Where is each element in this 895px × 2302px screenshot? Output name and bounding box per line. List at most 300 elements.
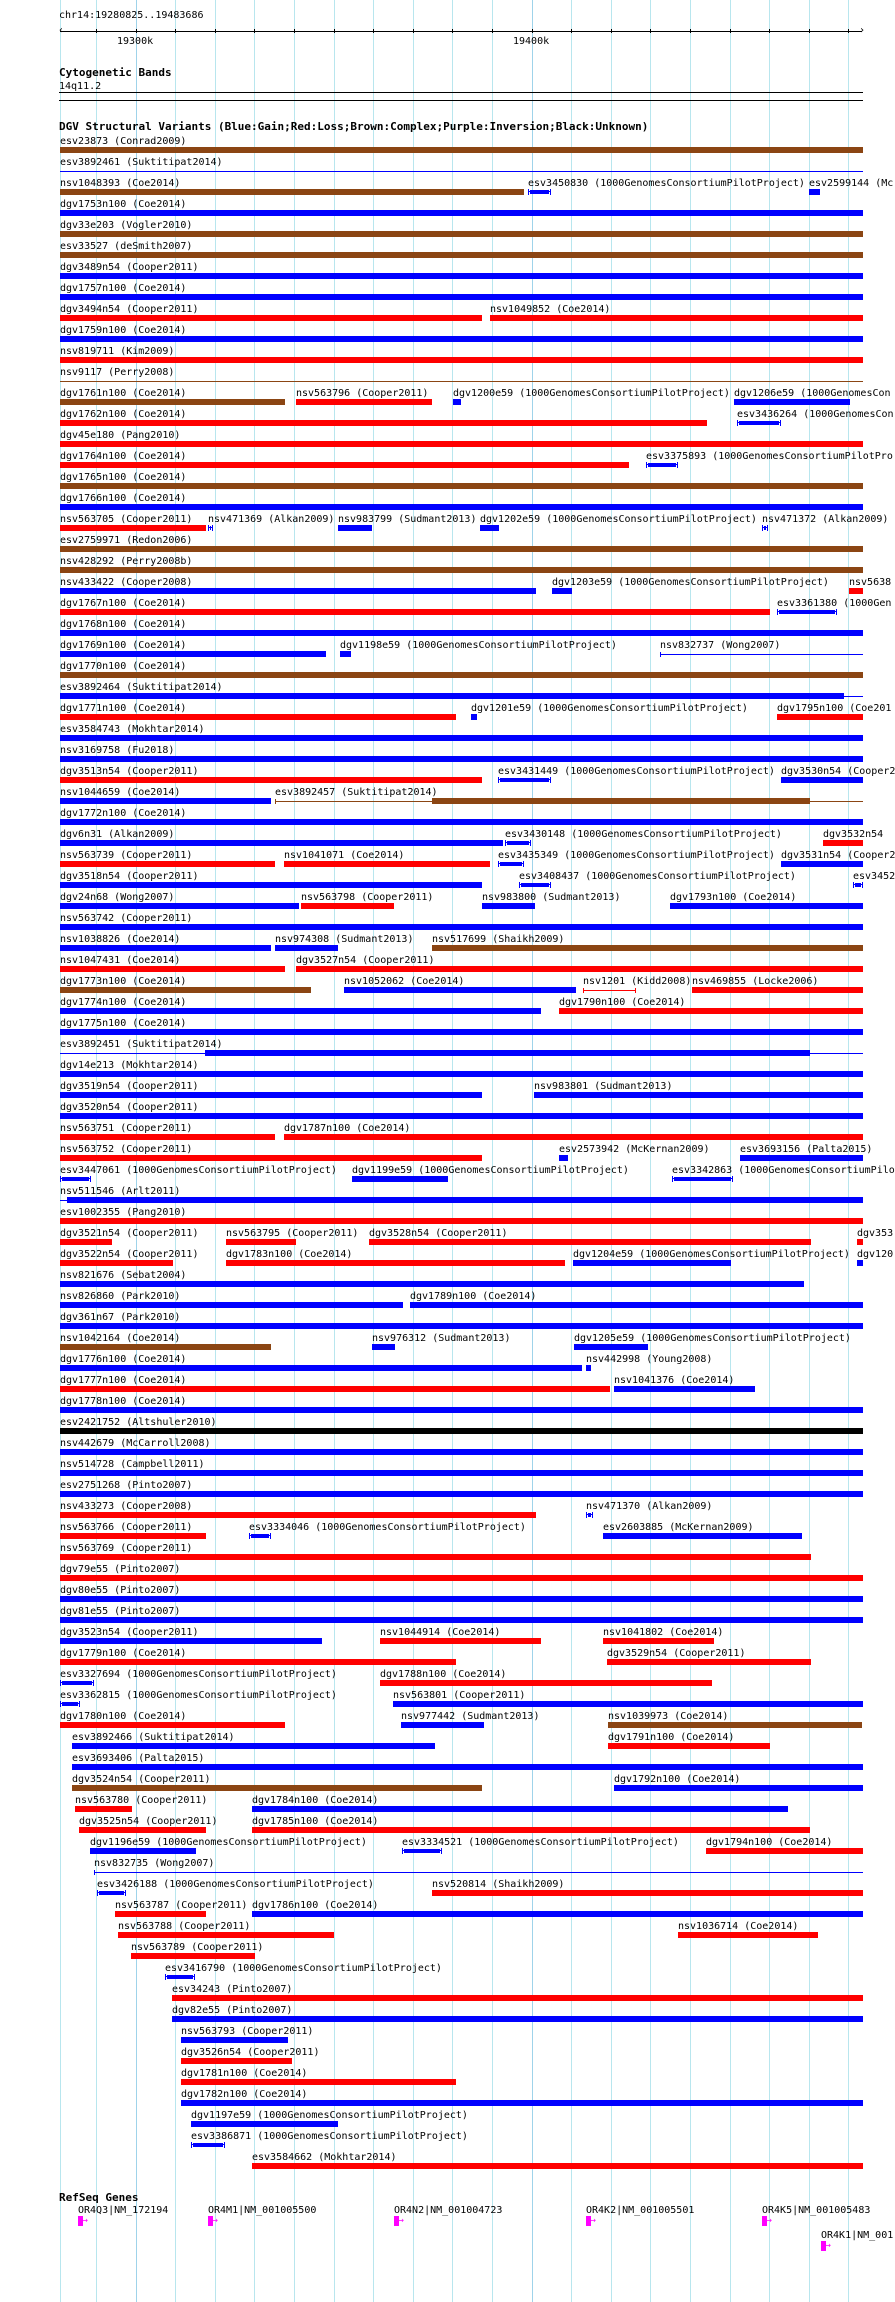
sv-feature[interactable]	[60, 336, 864, 342]
sv-label[interactable]: dgv1773n100 (Coe2014)	[60, 976, 187, 987]
sv-label[interactable]: nsv563769 (Cooper2011)	[60, 1543, 193, 1554]
sv-bar[interactable]	[60, 1575, 864, 1581]
sv-label[interactable]: dgv80e55 (Pinto2007)	[60, 1585, 181, 1596]
sv-feature[interactable]	[252, 1806, 788, 1812]
sv-feature[interactable]	[249, 1533, 271, 1539]
sv-bar[interactable]	[369, 1239, 811, 1245]
sv-feature[interactable]	[60, 525, 206, 531]
sv-feature[interactable]	[181, 2037, 288, 2043]
sv-feature[interactable]	[552, 588, 572, 594]
sv-label[interactable]: esv3693156 (Palta2015)	[740, 1144, 873, 1155]
sv-feature[interactable]	[528, 189, 551, 195]
sv-label[interactable]: nsv1049852 (Coe2014)	[490, 304, 611, 315]
sv-label[interactable]: dgv14e213 (Mokhtar2014)	[60, 1060, 199, 1071]
sv-label[interactable]: nsv514728 (Campbell2011)	[60, 1459, 205, 1470]
sv-feature[interactable]	[275, 945, 338, 951]
sv-feature[interactable]	[60, 210, 864, 216]
sv-label[interactable]: dgv1198e59 (1000GenomesConsortiumPilotProject)	[340, 640, 617, 651]
sv-feature[interactable]	[60, 168, 864, 174]
sv-label[interactable]: esv3892457 (Suktitipat2014)	[275, 787, 438, 798]
sv-bar[interactable]	[60, 399, 286, 405]
sv-bar[interactable]	[60, 1533, 206, 1539]
sv-feature[interactable]	[60, 546, 864, 552]
sv-bar[interactable]	[226, 1260, 565, 1266]
sv-feature[interactable]	[401, 1722, 484, 1728]
sv-feature[interactable]	[608, 1722, 861, 1728]
sv-bar[interactable]	[60, 462, 630, 468]
sv-feature[interactable]	[614, 1785, 864, 1791]
sv-feature[interactable]	[849, 588, 863, 594]
sv-feature[interactable]	[60, 1680, 94, 1686]
gene-label[interactable]: OR4K2|NM_001005501	[586, 2205, 695, 2216]
sv-bar[interactable]	[75, 1806, 132, 1812]
sv-bar[interactable]	[678, 1932, 818, 1938]
sv-feature[interactable]	[284, 1134, 863, 1140]
sv-label[interactable]: dgv1201e59 (1000GenomesConsortiumPilotProject)	[471, 703, 748, 714]
sv-label[interactable]: esv1002355 (Pang2010)	[60, 1207, 187, 1218]
sv-feature[interactable]	[60, 714, 456, 720]
sv-label[interactable]: dgv1202e59 (1000GenomesConsortiumPilotProject)	[480, 514, 757, 525]
sv-label[interactable]: nsv563793 (Cooper2011)	[181, 2026, 314, 2037]
sv-feature[interactable]	[498, 861, 523, 867]
sv-bar[interactable]	[60, 441, 864, 447]
sv-feature[interactable]	[79, 1827, 206, 1833]
sv-label[interactable]: nsv471372 (Alkan2009)	[762, 514, 889, 525]
sv-bar[interactable]	[60, 819, 864, 825]
sv-feature[interactable]	[823, 840, 863, 846]
sv-feature[interactable]	[60, 273, 864, 279]
sv-bar[interactable]	[480, 525, 499, 531]
sv-bar[interactable]	[482, 903, 534, 909]
sv-bar[interactable]	[60, 1512, 536, 1518]
sv-label[interactable]: esv2421752 (Altshuler2010)	[60, 1417, 217, 1428]
sv-feature[interactable]	[226, 1239, 296, 1245]
sv-bar[interactable]	[559, 1008, 864, 1014]
sv-feature[interactable]	[296, 966, 864, 972]
sv-label[interactable]: dgv3513n54 (Cooper2011)	[60, 766, 199, 777]
sv-bar[interactable]	[60, 273, 864, 279]
sv-label[interactable]: nsv442679 (McCarroll2008)	[60, 1438, 211, 1449]
sv-bar[interactable]	[500, 862, 521, 866]
sv-bar[interactable]	[410, 1302, 863, 1308]
sv-bar[interactable]	[118, 1932, 333, 1938]
sv-label[interactable]: nsv3169758 (Fu2018)	[60, 745, 175, 756]
sv-label[interactable]: dgv24n68 (Wong2007)	[60, 892, 175, 903]
sv-feature[interactable]	[60, 294, 864, 300]
sv-label[interactable]: nsv517699 (Shaikh2009)	[432, 934, 565, 945]
sv-label[interactable]: esv3436264 (1000GenomesCon	[737, 409, 894, 420]
sv-bar[interactable]	[60, 987, 312, 993]
sv-feature[interactable]	[191, 2121, 338, 2127]
sv-bar[interactable]	[648, 463, 675, 467]
sv-feature[interactable]	[60, 1659, 456, 1665]
sv-bar[interactable]	[674, 1177, 731, 1181]
sv-bar[interactable]	[252, 1911, 863, 1917]
sv-feature[interactable]	[60, 1491, 864, 1497]
sv-feature[interactable]	[692, 987, 863, 993]
sv-feature[interactable]	[60, 1449, 864, 1455]
sv-bar[interactable]	[60, 546, 864, 552]
sv-bar[interactable]	[603, 1638, 714, 1644]
sv-feature[interactable]	[60, 1092, 483, 1098]
sv-bar[interactable]	[60, 588, 536, 594]
sv-label[interactable]: esv3584662 (Mokhtar2014)	[252, 2152, 397, 2163]
sv-feature[interactable]	[72, 1743, 434, 1749]
sv-feature[interactable]	[60, 420, 707, 426]
sv-bar[interactable]	[252, 1827, 809, 1833]
sv-bar[interactable]	[706, 1848, 863, 1854]
sv-bar[interactable]	[401, 1722, 484, 1728]
sv-label[interactable]: nsv1038826 (Coe2014)	[60, 934, 181, 945]
sv-feature[interactable]	[252, 2163, 863, 2169]
sv-bar[interactable]	[530, 190, 549, 194]
sv-label[interactable]: esv3892464 (Suktitipat2014)	[60, 682, 223, 693]
sv-feature[interactable]	[60, 189, 524, 195]
sv-bar[interactable]	[60, 189, 524, 195]
sv-feature[interactable]	[60, 693, 864, 699]
sv-label[interactable]: esv3375893 (1000GenomesConsortiumPilotPro	[646, 451, 893, 462]
sv-bar[interactable]	[823, 840, 863, 846]
sv-label[interactable]: dgv79e55 (Pinto2007)	[60, 1564, 181, 1575]
sv-label[interactable]: dgv1197e59 (1000GenomesConsortiumPilotProject)	[191, 2110, 468, 2121]
sv-bar[interactable]	[60, 651, 327, 657]
sv-bar[interactable]	[779, 610, 835, 614]
sv-label[interactable]: dgv1793n100 (Coe2014)	[670, 892, 797, 903]
sv-feature[interactable]	[678, 1932, 818, 1938]
sv-bar[interactable]	[507, 841, 529, 845]
sv-bar[interactable]	[60, 1617, 864, 1623]
sv-feature[interactable]	[534, 1092, 864, 1098]
sv-bar[interactable]	[380, 1680, 712, 1686]
sv-feature[interactable]	[60, 1218, 864, 1224]
sv-feature[interactable]	[131, 1953, 255, 1959]
sv-label[interactable]: dgv1206e59 (1000GenomesCon	[734, 388, 891, 399]
sv-feature[interactable]	[60, 1008, 542, 1014]
sv-label[interactable]: dgv1789n100 (Coe2014)	[410, 1291, 537, 1302]
sv-feature[interactable]	[60, 378, 864, 384]
sv-bar[interactable]	[490, 315, 863, 321]
sv-feature[interactable]	[165, 1974, 195, 1980]
sv-label[interactable]: nsv563787 (Cooper2011)	[115, 1900, 248, 1911]
sv-bar[interactable]	[205, 1050, 810, 1056]
sv-label[interactable]: nsv977442 (Sudmant2013)	[401, 1711, 540, 1722]
sv-label[interactable]: nsv563789 (Cooper2011)	[131, 1942, 264, 1953]
sv-bar[interactable]	[603, 1533, 802, 1539]
sv-bar[interactable]	[809, 189, 820, 195]
sv-feature[interactable]	[432, 1890, 863, 1896]
sv-feature[interactable]	[519, 882, 551, 888]
sv-feature[interactable]	[60, 462, 630, 468]
sv-bar[interactable]	[471, 714, 478, 720]
sv-label[interactable]: esv3426188 (1000GenomesConsortiumPilotProject)	[97, 1879, 374, 1890]
sv-feature[interactable]	[97, 1890, 126, 1896]
sv-feature[interactable]	[583, 987, 635, 993]
sv-bar[interactable]	[60, 1302, 404, 1308]
sv-feature[interactable]	[60, 1722, 285, 1728]
sv-feature[interactable]	[118, 1932, 333, 1938]
sv-label[interactable]: dgv1791n100 (Coe2014)	[608, 1732, 735, 1743]
sv-bar[interactable]	[60, 630, 864, 636]
sv-label[interactable]: esv3435349 (1000GenomesConsortiumPilotProject)	[498, 850, 775, 861]
sv-label[interactable]: dgv1205e59 (1000GenomesConsortiumPilotProject)	[574, 1333, 851, 1344]
sv-feature[interactable]	[275, 798, 863, 804]
sv-bar[interactable]	[60, 567, 864, 573]
sv-label[interactable]: dgv1769n100 (Coe2014)	[60, 640, 187, 651]
sv-feature[interactable]	[60, 1260, 174, 1266]
ruler-right-arrow-icon[interactable]: ›	[859, 25, 866, 36]
sv-feature[interactable]	[706, 1848, 863, 1854]
sv-feature[interactable]	[740, 1155, 863, 1161]
sv-label[interactable]: dgv1199e59 (1000GenomesConsortiumPilotProject)	[352, 1165, 629, 1176]
sv-label[interactable]: dgv1753n100 (Coe2014)	[60, 199, 187, 210]
sv-feature[interactable]	[340, 651, 350, 657]
sv-feature[interactable]	[352, 1176, 447, 1182]
sv-label[interactable]: nsv433273 (Cooper2008)	[60, 1501, 193, 1512]
sv-feature[interactable]	[60, 1197, 864, 1203]
sv-bar[interactable]	[670, 903, 863, 909]
sv-feature[interactable]	[60, 609, 770, 615]
sv-label[interactable]: dgv1776n100 (Coe2014)	[60, 1354, 187, 1365]
sv-bar[interactable]	[60, 609, 770, 615]
sv-label[interactable]: dgv1772n100 (Coe2014)	[60, 808, 187, 819]
sv-feature[interactable]	[586, 1365, 591, 1371]
sv-feature[interactable]	[471, 714, 478, 720]
sv-label[interactable]: esv3416790 (1000GenomesConsortiumPilotProject)	[165, 1963, 442, 1974]
sv-bar[interactable]	[60, 1554, 811, 1560]
sv-bar[interactable]	[393, 1701, 863, 1707]
sv-feature[interactable]	[559, 1155, 569, 1161]
sv-feature[interactable]	[857, 1239, 863, 1245]
sv-feature[interactable]	[608, 1743, 770, 1749]
sv-label[interactable]: nsv1048393 (Coe2014)	[60, 178, 181, 189]
sv-feature[interactable]	[284, 861, 490, 867]
sv-label[interactable]: dgv1761n100 (Coe2014)	[60, 388, 187, 399]
sv-label[interactable]: nsv428292 (Perry2008b)	[60, 556, 193, 567]
sv-bar[interactable]	[60, 1722, 285, 1728]
sv-label[interactable]: dgv1780n100 (Coe2014)	[60, 1711, 187, 1722]
sv-bar[interactable]	[344, 987, 575, 993]
sv-label[interactable]: nsv471369 (Alkan2009)	[208, 514, 335, 525]
sv-label[interactable]: dgv1771n100 (Coe2014)	[60, 703, 187, 714]
sv-label[interactable]: dgv3521n54 (Cooper2011)	[60, 1228, 199, 1239]
sv-feature[interactable]	[60, 756, 864, 762]
sv-feature[interactable]	[393, 1701, 863, 1707]
sv-label[interactable]: nsv520814 (Shaikh2009)	[432, 1879, 565, 1890]
sv-feature[interactable]	[777, 714, 863, 720]
sv-label[interactable]: esv3892451 (Suktitipat2014)	[60, 1039, 223, 1050]
sv-label[interactable]: dgv361n67 (Park2010)	[60, 1312, 181, 1323]
sv-feature[interactable]	[498, 777, 551, 783]
sv-label[interactable]: nsv976312 (Sudmant2013)	[372, 1333, 511, 1344]
sv-feature[interactable]	[181, 2058, 291, 2064]
sv-label[interactable]: esv2603885 (McKernan2009)	[603, 1522, 754, 1533]
sv-label[interactable]: esv3431449 (1000GenomesConsortiumPilotProject)	[498, 766, 775, 777]
sv-bar[interactable]	[284, 861, 490, 867]
sv-feature[interactable]	[226, 1260, 565, 1266]
sv-bar[interactable]	[60, 672, 864, 678]
sv-label[interactable]: nsv1052062 (Coe2014)	[344, 976, 465, 987]
sv-feature[interactable]	[60, 651, 327, 657]
sv-feature[interactable]	[777, 609, 837, 615]
sv-feature[interactable]	[60, 903, 300, 909]
sv-feature[interactable]	[60, 1155, 483, 1161]
sv-feature[interactable]	[603, 1638, 714, 1644]
sv-bar[interactable]	[193, 2143, 223, 2147]
sv-bar[interactable]	[181, 2079, 455, 2085]
sv-label[interactable]: nsv563751 (Cooper2011)	[60, 1123, 193, 1134]
gene-label[interactable]: OR4K1|NM_001	[821, 2230, 894, 2241]
sv-label[interactable]: nsv563780 (Cooper2011)	[75, 1795, 208, 1806]
sv-feature[interactable]	[60, 882, 483, 888]
sv-bar[interactable]	[301, 903, 394, 909]
sv-bar[interactable]	[739, 421, 779, 425]
sv-label[interactable]: dgv1779n100 (Coe2014)	[60, 1648, 187, 1659]
sv-bar[interactable]	[60, 336, 864, 342]
sv-label[interactable]: dgv1788n100 (Coe2014)	[380, 1669, 507, 1680]
sv-feature[interactable]	[670, 903, 863, 909]
sv-feature[interactable]	[734, 399, 850, 405]
sv-bar[interactable]	[226, 1239, 296, 1245]
sv-label[interactable]: nsv563801 (Cooper2011)	[393, 1690, 526, 1701]
sv-bar[interactable]	[72, 1743, 434, 1749]
sv-feature[interactable]	[60, 1323, 864, 1329]
sv-label[interactable]: nsv9117 (Perry2008)	[60, 367, 175, 378]
sv-feature[interactable]	[60, 1134, 275, 1140]
sv-feature[interactable]	[60, 924, 864, 930]
sv-label[interactable]: dgv1774n100 (Coe2014)	[60, 997, 187, 1008]
sv-feature[interactable]	[75, 1806, 132, 1812]
sv-feature[interactable]	[60, 1281, 805, 1287]
sv-bar[interactable]	[60, 1596, 864, 1602]
sv-bar[interactable]	[500, 778, 549, 782]
sv-feature[interactable]	[60, 147, 864, 153]
sv-feature[interactable]	[857, 1260, 863, 1266]
sv-label[interactable]: nsv819711 (Kim2009)	[60, 346, 175, 357]
sv-feature[interactable]	[380, 1638, 542, 1644]
sv-label[interactable]: dgv3518n54 (Cooper2011)	[60, 871, 199, 882]
sv-feature[interactable]	[607, 1659, 811, 1665]
sv-bar[interactable]	[855, 883, 861, 887]
sv-feature[interactable]	[60, 1617, 864, 1623]
sv-feature[interactable]	[809, 189, 820, 195]
sv-label[interactable]: nsv1041071 (Coe2014)	[284, 850, 405, 861]
sv-label[interactable]: dgv120	[857, 1249, 894, 1260]
sv-label[interactable]: esv3362815 (1000GenomesConsortiumPilotProject)	[60, 1690, 337, 1701]
sv-bar[interactable]	[62, 1702, 79, 1706]
sv-bar[interactable]	[296, 399, 433, 405]
sv-bar[interactable]	[60, 735, 864, 741]
sv-bar[interactable]	[60, 945, 271, 951]
sv-feature[interactable]	[60, 1113, 864, 1119]
sv-bar[interactable]	[60, 1470, 864, 1476]
sv-label[interactable]: dgv3527n54 (Cooper2011)	[296, 955, 435, 966]
sv-feature[interactable]	[60, 1470, 864, 1476]
sv-bar[interactable]	[210, 526, 211, 530]
sv-feature[interactable]	[646, 462, 677, 468]
sv-feature[interactable]	[115, 1911, 206, 1917]
sv-bar[interactable]	[252, 1806, 788, 1812]
sv-feature[interactable]	[453, 399, 461, 405]
sv-bar[interactable]	[60, 1155, 483, 1161]
sv-feature[interactable]	[369, 1239, 811, 1245]
sv-label[interactable]: dgv3519n54 (Cooper2011)	[60, 1081, 199, 1092]
sv-label[interactable]: dgv353	[857, 1228, 894, 1239]
gene-label[interactable]: OR4K5|NM_001005483	[762, 2205, 871, 2216]
sv-bar[interactable]	[79, 1827, 206, 1833]
sv-label[interactable]: dgv3529n54 (Cooper2011)	[607, 1648, 746, 1659]
sv-bar[interactable]	[275, 945, 338, 951]
sv-thin-line[interactable]	[660, 654, 863, 655]
sv-feature[interactable]	[60, 504, 864, 510]
sv-bar[interactable]	[781, 861, 863, 867]
sv-feature[interactable]	[380, 1680, 712, 1686]
sv-thin-line[interactable]	[60, 381, 864, 382]
sv-bar[interactable]	[740, 1155, 863, 1161]
sv-bar[interactable]	[60, 1071, 864, 1077]
sv-label[interactable]: nsv563766 (Cooper2011)	[60, 1522, 193, 1533]
sv-feature[interactable]	[573, 1260, 731, 1266]
sv-label[interactable]: dgv1764n100 (Coe2014)	[60, 451, 187, 462]
sv-feature[interactable]	[60, 1344, 271, 1350]
sv-label[interactable]: nsv563796 (Cooper2011)	[296, 388, 429, 399]
sv-bar[interactable]	[764, 526, 766, 530]
sv-label[interactable]: nsv471370 (Alkan2009)	[586, 1501, 713, 1512]
sv-bar[interactable]	[60, 315, 483, 321]
sv-bar[interactable]	[60, 1365, 582, 1371]
sv-feature[interactable]	[60, 819, 864, 825]
sv-bar[interactable]	[60, 1386, 610, 1392]
sv-bar[interactable]	[172, 1995, 863, 2001]
sv-feature[interactable]	[737, 420, 781, 426]
sv-bar[interactable]	[60, 1029, 864, 1035]
sv-bar[interactable]	[340, 651, 350, 657]
sv-label[interactable]: dgv1794n100 (Coe2014)	[706, 1837, 833, 1848]
sv-feature[interactable]	[60, 1638, 322, 1644]
sv-feature[interactable]	[410, 1302, 863, 1308]
sv-bar[interactable]	[181, 2037, 288, 2043]
sv-feature[interactable]	[781, 777, 863, 783]
sv-label[interactable]: nsv563742 (Cooper2011)	[60, 913, 193, 924]
sv-feature[interactable]	[296, 399, 433, 405]
sv-feature[interactable]	[505, 840, 531, 846]
sv-label[interactable]: dgv1778n100 (Coe2014)	[60, 1396, 187, 1407]
sv-bar[interactable]	[252, 2163, 863, 2169]
sv-bar[interactable]	[60, 1113, 864, 1119]
sv-label[interactable]: esv23873 (Conrad2009)	[60, 136, 187, 147]
sv-label[interactable]: esv3452	[853, 871, 895, 882]
sv-label[interactable]: dgv1196e59 (1000GenomesConsortiumPilotProject)	[90, 1837, 367, 1848]
sv-label[interactable]: esv33527 (deSmith2007)	[60, 241, 193, 252]
sv-feature[interactable]	[181, 2079, 455, 2085]
sv-label[interactable]: esv3447061 (1000GenomesConsortiumPilotProject)	[60, 1165, 337, 1176]
sv-label[interactable]: dgv1759n100 (Coe2014)	[60, 325, 187, 336]
sv-label[interactable]: nsv983800 (Sudmant2013)	[482, 892, 621, 903]
sv-label[interactable]: nsv1039973 (Coe2014)	[608, 1711, 729, 1722]
sv-label[interactable]: nsv433422 (Cooper2008)	[60, 577, 193, 588]
sv-label[interactable]: dgv81e55 (Pinto2007)	[60, 1606, 181, 1617]
sv-bar[interactable]	[352, 1176, 447, 1182]
sv-bar[interactable]	[67, 1197, 863, 1203]
sv-label[interactable]: dgv1200e59 (1000GenomesConsortiumPilotProject)	[453, 388, 730, 399]
sv-label[interactable]: dgv1762n100 (Coe2014)	[60, 409, 187, 420]
sv-feature[interactable]	[94, 1869, 863, 1875]
sv-label[interactable]: dgv3494n54 (Cooper2011)	[60, 304, 199, 315]
sv-label[interactable]: dgv3528n54 (Cooper2011)	[369, 1228, 508, 1239]
sv-label[interactable]: nsv563795 (Cooper2011)	[226, 1228, 359, 1239]
sv-label[interactable]: nsv563739 (Cooper2011)	[60, 850, 193, 861]
sv-feature[interactable]	[60, 588, 536, 594]
sv-label[interactable]: dgv1770n100 (Coe2014)	[60, 661, 187, 672]
